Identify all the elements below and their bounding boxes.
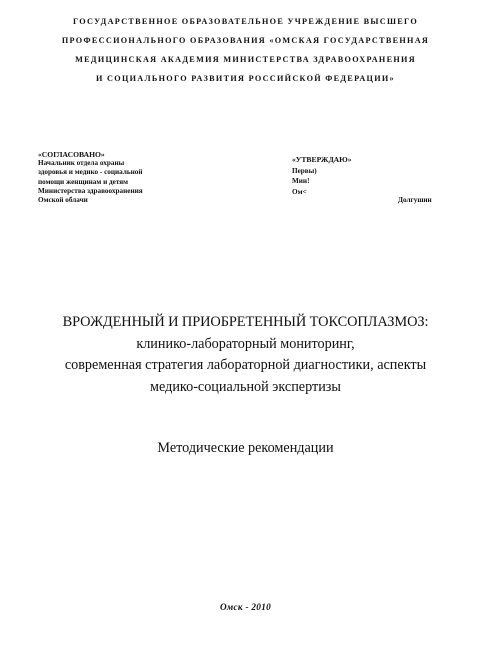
title-line: современная стратегия лабораторной диагностики, аспекты — [64, 357, 427, 373]
approve-line: Первы) — [292, 166, 317, 175]
organization-line: ПРОФЕССИОНАЛЬНОГО ОБРАЗОВАНИЯ «ОМСКАЯ ГОСУДАРСТВЕННАЯ — [61, 36, 430, 45]
approve-line: Мин! — [292, 177, 310, 185]
agreed-line: Начальник отдела охраны — [38, 159, 125, 168]
approve-heading: «УТВЕРЖДАЮ» — [292, 155, 352, 164]
organization-line: ГОСУДАРСТВЕННОЕ ОБРАЗОВАТЕЛЬНОЕ УЧРЕЖДЕНИЕ ВЫСШЕГО — [72, 17, 418, 26]
organization-header — [0, 12, 491, 88]
approver-name: Долгушин — [398, 196, 432, 204]
agreed-block — [38, 150, 208, 205]
organization-line: МЕДИЦИНСКАЯ АКАДЕМИЯ МИНИСТЕРСТВА ЗДРАВООХРАНЕНИЯ — [75, 55, 416, 64]
agreed-line: помощи женщинам и детям — [38, 177, 129, 186]
approve-line: Ом< — [292, 187, 307, 196]
organization-line: И СОЦИАЛЬНОГО РАЗВИТИЯ РОССИЙСКОЙ ФЕДЕРАЦИИ» — [96, 74, 395, 83]
agreed-heading: «СОГЛАСОВАНО» — [38, 150, 105, 159]
document-title — [0, 312, 491, 398]
agreed-line: Омской облачи — [38, 196, 88, 205]
agreed-line: Министерства здравоохранения — [38, 186, 143, 195]
document-subtitle: Методические рекомендации — [157, 440, 334, 456]
approve-block — [292, 155, 412, 197]
title-line: клинико-лабораторный мониторинг, — [136, 335, 355, 352]
city-year: Омск - 2010 — [220, 602, 271, 612]
agreed-line: здоровья и медико - социальной — [38, 168, 143, 177]
title-line: медико-социальной экспертизы — [150, 378, 341, 395]
title-main: ВРОЖДЕННЫЙ И ПРИОБРЕТЕННЫЙ ТОКСОПЛАЗМОЗ: — [62, 314, 429, 330]
